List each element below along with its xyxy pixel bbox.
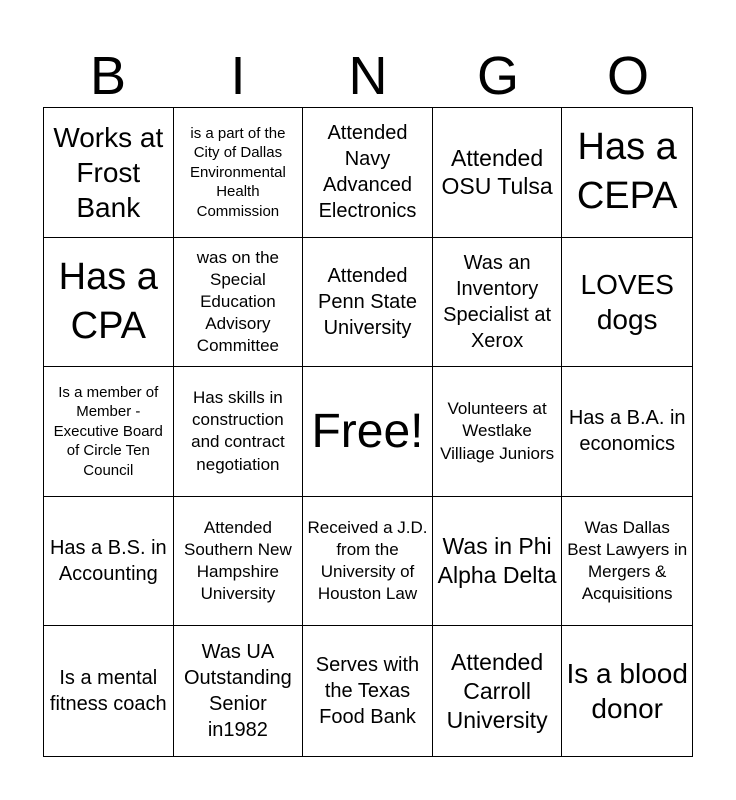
bingo-cell-r2c4[interactable]: Was an Inventory Specialist at Xerox xyxy=(433,238,563,368)
bingo-cell-r2c2[interactable]: was on the Special Education Advisory Committee xyxy=(174,238,304,368)
header-letter-o: O xyxy=(606,46,649,106)
bingo-cell-r4c4[interactable]: Was in Phi Alpha Delta xyxy=(433,497,563,627)
bingo-free-space[interactable]: Free! xyxy=(303,367,433,497)
header-letter-g: G xyxy=(476,46,519,106)
header-letter-i: I xyxy=(230,46,246,106)
bingo-cell-r4c1[interactable]: Has a B.S. in Accounting xyxy=(44,497,174,627)
bingo-cell-r5c4[interactable]: Attended Carroll University xyxy=(433,626,563,756)
bingo-cell-r4c3[interactable]: Received a J.D. from the University of Houston Law xyxy=(303,497,433,627)
bingo-header xyxy=(43,44,693,108)
bingo-cell-r2c5[interactable]: LOVES dogs xyxy=(562,238,692,368)
bingo-cell-r3c5[interactable]: Has a B.A. in economics xyxy=(562,367,692,497)
bingo-cell-r3c1[interactable]: Is a member of Member - Executive Board of Circle Ten Council xyxy=(44,367,174,497)
bingo-cell-r2c1[interactable]: Has a CPA xyxy=(44,238,174,368)
bingo-cell-r5c5[interactable]: Is a blood donor xyxy=(566,658,688,725)
bingo-cell-r3c2[interactable]: Has skills in construction and contract negotiation xyxy=(174,367,304,497)
bingo-cell-r1c5[interactable]: Has a CEPA xyxy=(562,108,692,238)
bingo-cell-r5c3[interactable]: Serves with the Texas Food Bank xyxy=(303,626,433,756)
bingo-cell-r5c1[interactable]: Is a mental fitness coach xyxy=(44,626,174,756)
bingo-cell-r2c3[interactable]: Attended Penn State University xyxy=(303,238,433,368)
bingo-cell-r1c1[interactable]: Works at Frost Bank xyxy=(44,108,174,238)
header-letter-n: N xyxy=(348,46,388,106)
bingo-cell-r5c2[interactable]: Was UA Outstanding Senior in1982 xyxy=(174,626,304,756)
bingo-cell-r1c4[interactable]: Attended OSU Tulsa xyxy=(433,108,563,238)
header-letter-b: B xyxy=(89,46,127,106)
bingo-cell-r3c4[interactable]: Volunteers at Westlake Villiage Juniors xyxy=(433,367,563,497)
bingo-cell-r1c3[interactable]: Attended Navy Advanced Electronics xyxy=(303,108,433,238)
bingo-board xyxy=(43,107,693,757)
bingo-cell-r4c2[interactable]: Attended Southern New Hampshire University xyxy=(174,497,304,627)
bingo-cell-r4c5[interactable]: Was Dallas Best Lawyers in Mergers & Acquisitions xyxy=(562,497,692,627)
bingo-cell-r1c2[interactable]: is a part of the City of Dallas Environmental Health Commission xyxy=(174,108,304,238)
